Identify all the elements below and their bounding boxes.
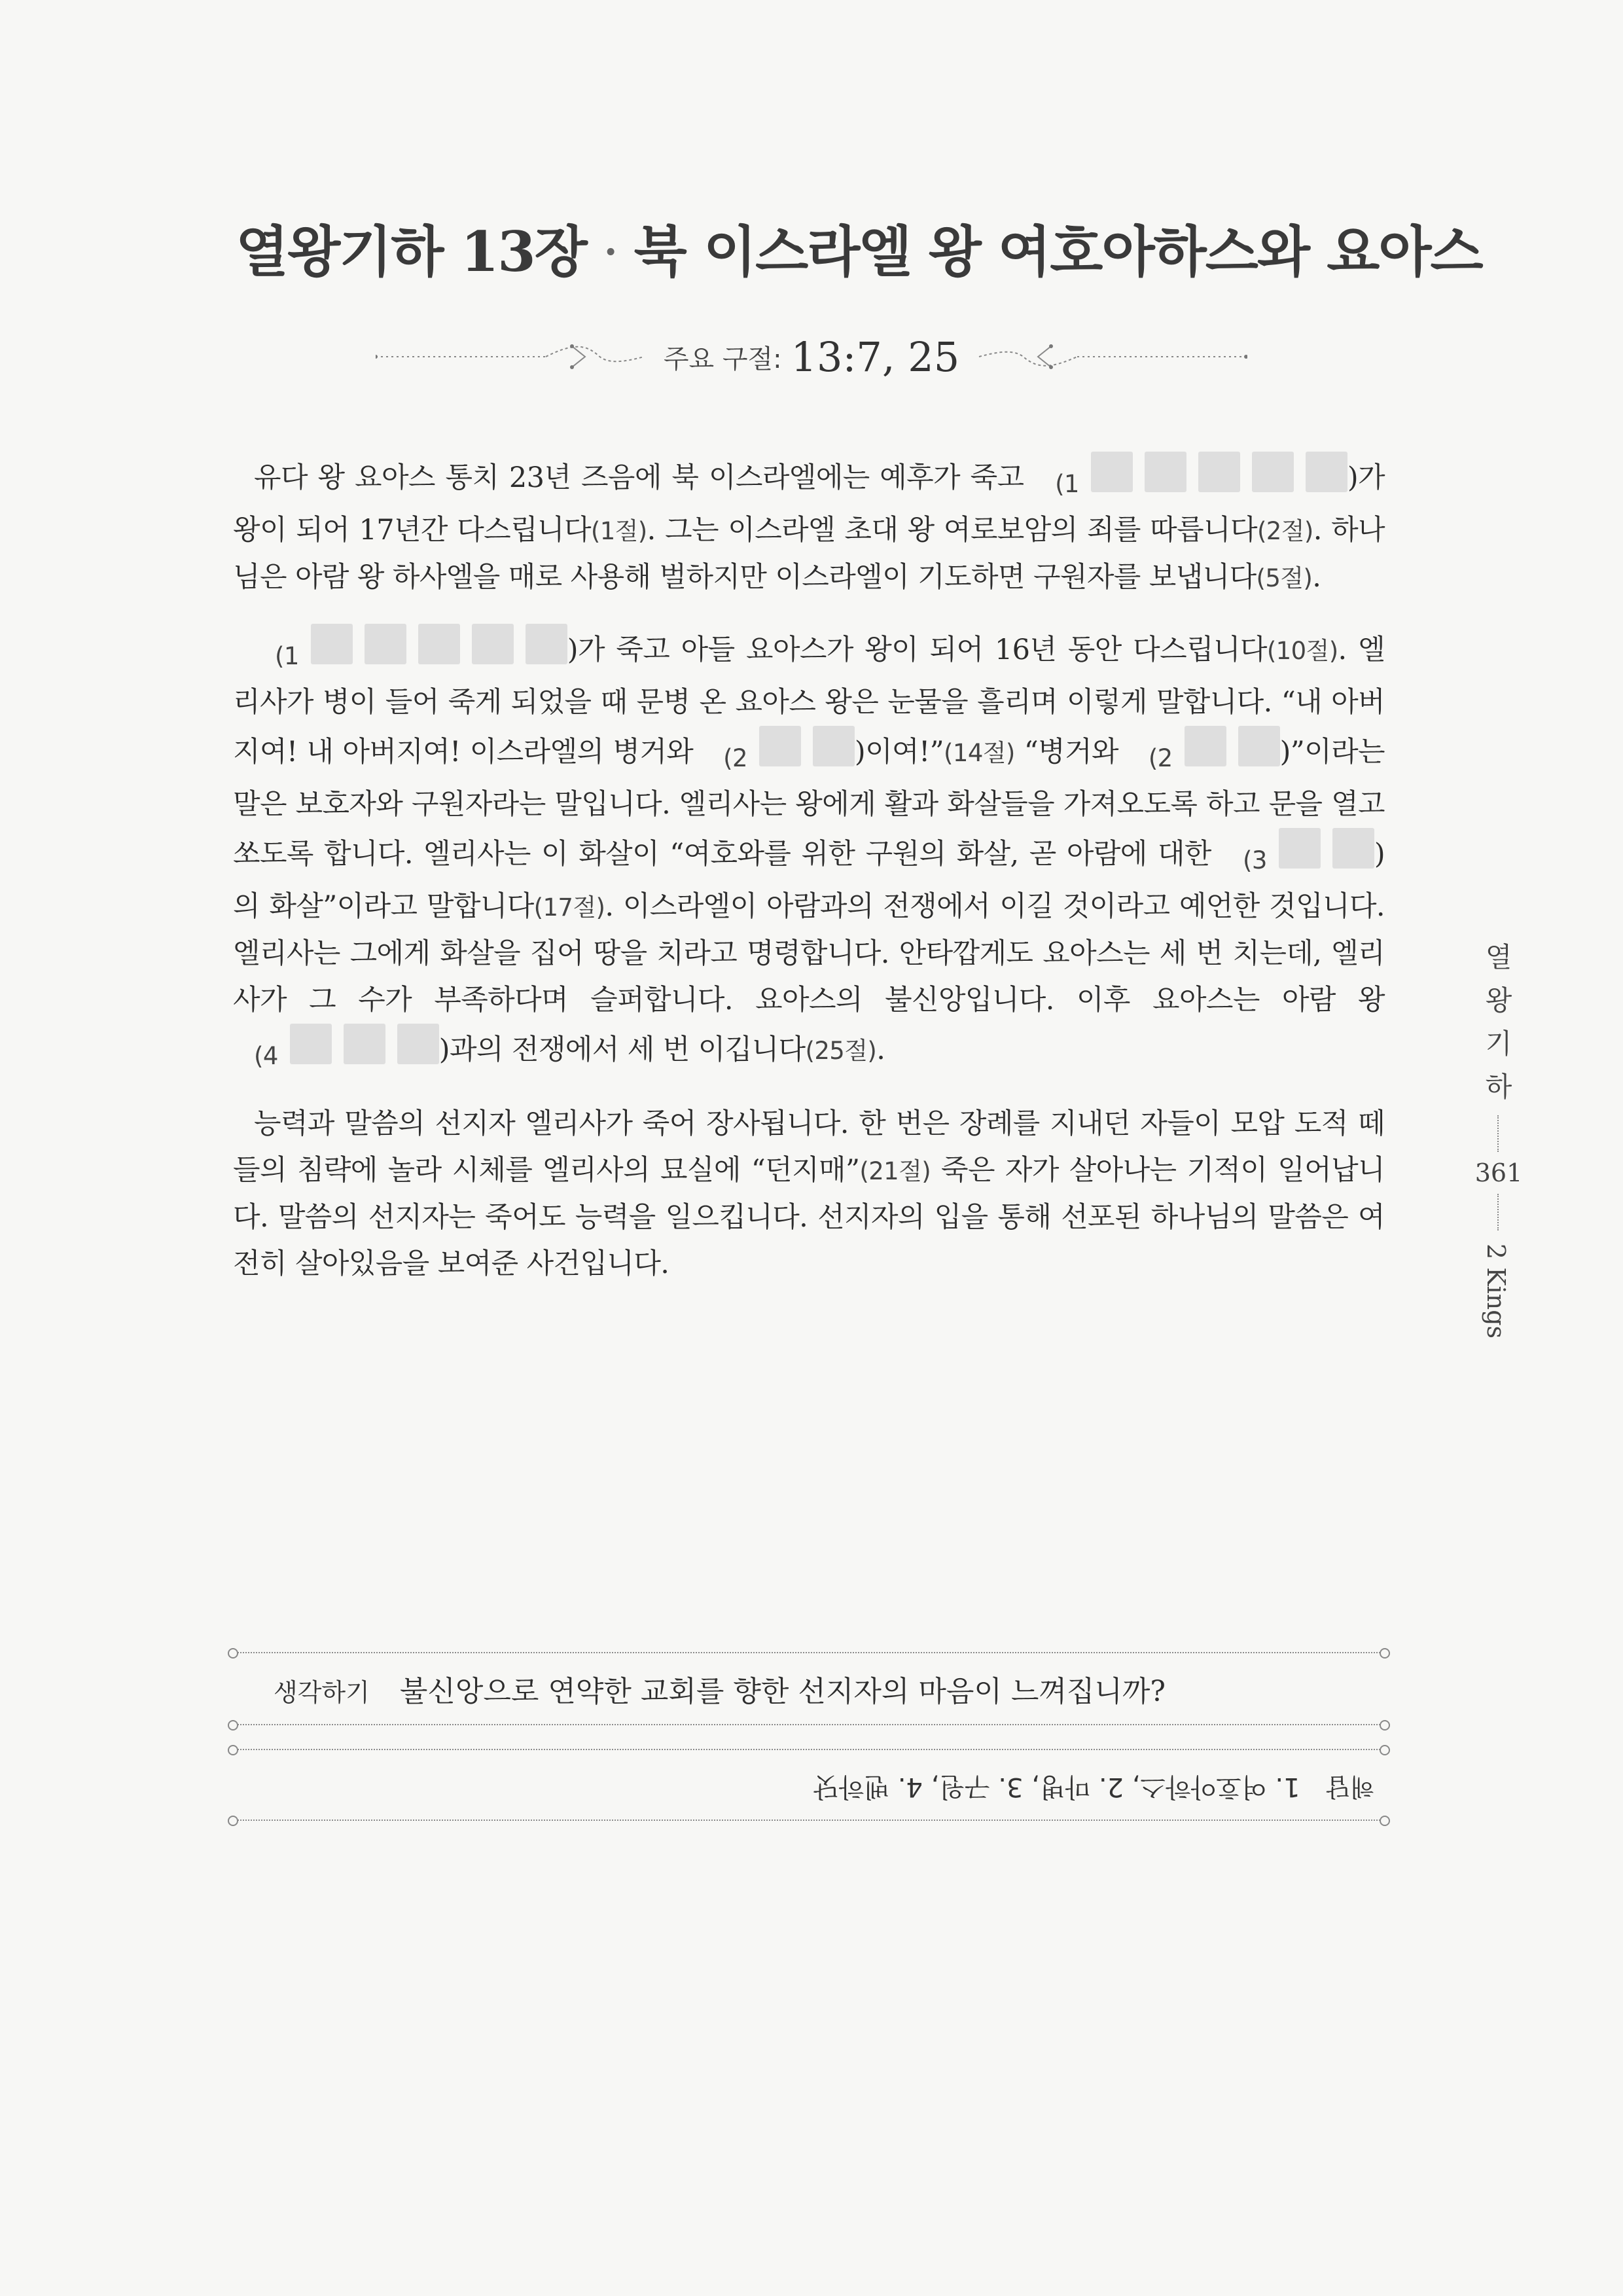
paragraph-1 [233,452,1385,601]
answer-text: 1. 여호아하스, 2. 마병, 3. 구원, 4. 벤하닷 [813,1772,1300,1802]
paragraph-2 [233,624,1385,1079]
verse-ref: (25절) [805,1037,877,1065]
blank-box [1091,452,1133,492]
verse-ref: (17절) [533,893,605,922]
dotted-divider [1497,1194,1500,1230]
text-run: . [876,1033,885,1066]
fill-in-blank-1[interactable] [1034,452,1347,507]
blank-box [290,1024,332,1064]
side-book-char: 왕 [1485,984,1512,1016]
answer-label: 해답 [1326,1772,1374,1801]
text-run: . 그는 이스라엘 초대 왕 여로보암의 죄를 따릅니다 [647,514,1257,547]
verse-ref: (5절) [1256,564,1313,592]
fill-in-blank-2b[interactable] [1128,726,1280,781]
blank-number: (2 [723,744,747,772]
blank-box [813,726,855,766]
verse-ref: (2절) [1257,517,1313,545]
blank-box [1279,828,1321,869]
dotted-divider [1497,1115,1500,1152]
text-run: . 엘리사가 병이 들어 죽게 되었을 때 문병 온 요아스 왕은 눈물을 흘리며 이렇게 말합니다. “내 아버지여! 내 아버지여! 이스라엘의 병거와 [233,634,1385,768]
text-run: 능력과 말씀의 선지자 엘리사가 죽어 장사됩니다. 한 번은 장례를 지내던 자들이 모압 도적 떼들의 침략에 놀라 시체를 엘리사의 묘실에 “던지매” [233,1107,1385,1187]
side-book-char: 열 [1485,941,1512,973]
text-run: “병거와 [1014,736,1128,768]
blank-box [759,726,801,766]
blank-number: (4 [254,1042,278,1070]
key-verse-line [366,327,1257,386]
blank-number: (1 [275,642,299,670]
key-verse-reference: 13:7, 25 [791,332,960,381]
blank-box [1252,452,1294,492]
text-run: 유다 왕 요아스 통치 23년 즈음에 북 이스라엘에는 예후가 죽고 [254,461,1035,494]
verse-ref: (10절) [1266,637,1338,665]
blank-box [1185,726,1226,766]
verse-ref: (14절) [944,739,1015,767]
blank-box [526,624,567,664]
text-run: )가 왕이 되어 17년간 다스립니다 [233,461,1385,547]
blank-box [311,624,353,664]
text-run: )과의 전쟁에서 세 번 이깁니다 [438,1033,806,1066]
blank-number: (3 [1243,846,1267,874]
blank-box [1306,452,1347,492]
blank-box [1332,828,1374,869]
fill-in-blank-4[interactable] [233,1024,439,1079]
fill-in-blank-1[interactable] [254,624,567,679]
verse-ref: (21절) [859,1157,931,1185]
text-run: . [1312,561,1321,594]
verse-ref: (1절) [590,517,647,545]
fill-in-blank-3[interactable] [1222,828,1374,884]
text-run: )이여!” [854,736,944,768]
answer-key-upside-down [654,1762,1374,1808]
page-number: 361 [1474,1158,1523,1187]
blank-number: (1 [1055,470,1079,498]
page-title [236,208,1482,287]
ornament-right-icon [972,337,1247,376]
text-run: 죽은 자가 살아나는 기적이 일어납니다. 말씀의 선지자는 죽어도 능력을 일으킵니다. 선지자의 입을 통해 선포된 하나님의 말씀은 여전히 살아있음을 보여준 사건입니다. [233,1154,1385,1280]
key-verse-label: 주요 구절: [663,344,782,374]
fill-in-blank-2[interactable] [702,726,855,781]
title-separator: · [601,220,618,284]
blank-box [344,1024,385,1064]
ornament-left-icon [376,337,651,376]
text-run: . 이스라엘이 아람과의 전쟁에서 이길 것이라고 예언한 것입니다. 엘리사는 그에게 화살을 집어 땅을 치라고 명령합니다. 안타깝게도 요아스는 세 번 치는데, 엘리사가 그 수가 부족하다며 슬퍼합니다. 요아스의 불신앙입니다. 이후 요아스는 아람 왕 [233,890,1385,1016]
side-book-char: 하 [1485,1071,1512,1103]
reflection-question [274,1668,1373,1710]
blank-number: (2 [1148,744,1173,772]
book-name-english: 2 Kings [1482,1244,1510,1339]
dotted-rule [233,1724,1385,1725]
blank-box [472,624,514,664]
blank-box [418,624,460,664]
text-run: )”이라는 말은 보호자와 구원자라는 말입니다. 엘리사는 왕에게 활과 화살들을 가져오도록 하고 문을 열고 쏘도록 합니다. 엘리사는 이 화살이 “여호와를 위한 구원의 화살, 곧 아람에 대한 [233,736,1385,870]
blank-box [1198,452,1240,492]
text-run: )가 죽고 아들 요아스가 왕이 되어 16년 동안 다스립니다 [567,634,1267,666]
side-book-tab [1472,936,1525,1339]
dotted-rule [233,1652,1385,1653]
blank-box [1145,452,1186,492]
reflection-label: 생각하기 [274,1678,370,1707]
text-run: )의 화살”이라고 말합니다 [233,838,1385,923]
side-book-char: 기 [1485,1028,1512,1060]
text-run: . 하나님은 아람 왕 하사엘을 매로 사용해 벌하지만 이스라엘이 기도하면 구원자를 보냅니다 [233,514,1385,594]
chapter-body [233,452,1385,1309]
blank-box [1238,726,1280,766]
dotted-rule [233,1749,1385,1750]
paragraph-3 [233,1101,1385,1287]
reflection-text: 불신앙으로 연약한 교회를 향한 선지자의 마음이 느껴집니까? [399,1675,1166,1708]
dotted-rule [233,1820,1385,1821]
blank-box [365,624,406,664]
blank-box [397,1024,439,1064]
chapter-heading: 열왕기하 13장 [236,219,586,284]
chapter-subtitle: 북 이스라엘 왕 여호아하스와 요아스 [633,219,1482,284]
